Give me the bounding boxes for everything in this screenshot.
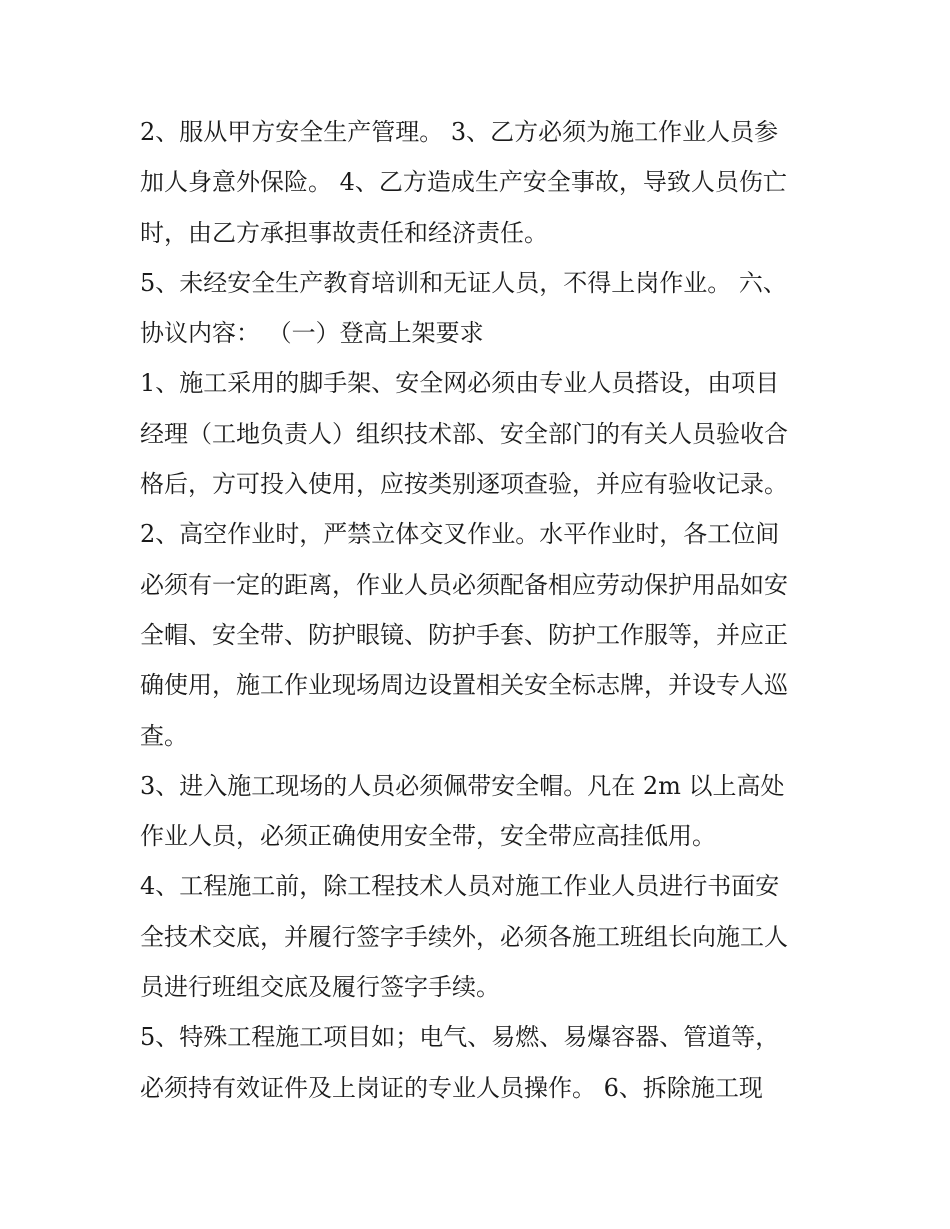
text-line: 协议内容： （一）登高上架要求 bbox=[140, 319, 484, 348]
text-line: 作业人员，必须正确使用安全带，安全带应高挂低用。 bbox=[140, 822, 716, 851]
text-line: 2、高空作业时，严禁立体交叉作业。水平作业时，各工位间 bbox=[140, 520, 780, 549]
text-line: 1、施工采用的脚手架、安全网必须由专业人员搭设，由项目 bbox=[140, 369, 780, 398]
text-line: 确使用，施工作业现场周边设置相关安全标志牌，并设专人巡 bbox=[140, 671, 788, 700]
text-line: 4、工程施工前，除工程技术人员对施工作业人员进行书面安 bbox=[140, 872, 780, 901]
text-line: 必须有一定的距离，作业人员必须配备相应劳动保护用品如安 bbox=[140, 570, 788, 599]
text-line: 3、进入施工现场的人员必须佩带安全帽。凡在 2m 以上高处 bbox=[140, 771, 785, 800]
text-line: 加人身意外保险。 4、乙方造成生产安全事故，导致人员伤亡 bbox=[140, 168, 787, 197]
text-line: 格后，方可投入使用，应按类别逐项查验，并应有验收记录。 bbox=[140, 470, 788, 499]
text-line: 查。 bbox=[140, 721, 188, 750]
text-line: 全帽、安全带、防护眼镜、防护手套、防护工作服等，并应正 bbox=[140, 620, 788, 649]
text-line: 5、特殊工程施工项目如；电气、易燃、易爆容器、管道等， bbox=[140, 1023, 780, 1052]
text-line: 5、未经安全生产教育培训和无证人员，不得上岗作业。 六、 bbox=[140, 268, 787, 297]
text-line: 时，由乙方承担事故责任和经济责任。 bbox=[140, 218, 548, 247]
text-line: 必须持有效证件及上岗证的专业人员操作。 6、拆除施工现 bbox=[140, 1073, 763, 1102]
text-line: 全技术交底，并履行签字手续外，必须各施工班组长向施工人 bbox=[140, 922, 788, 951]
document-body bbox=[140, 107, 840, 1113]
text-line: 经理（工地负责人）组织技术部、安全部门的有关人员验收合 bbox=[140, 419, 788, 448]
text-line: 2、服从甲方安全生产管理。 3、乙方必须为施工作业人员参 bbox=[140, 118, 779, 146]
text-line: 员进行班组交底及履行签字手续。 bbox=[140, 973, 500, 1002]
